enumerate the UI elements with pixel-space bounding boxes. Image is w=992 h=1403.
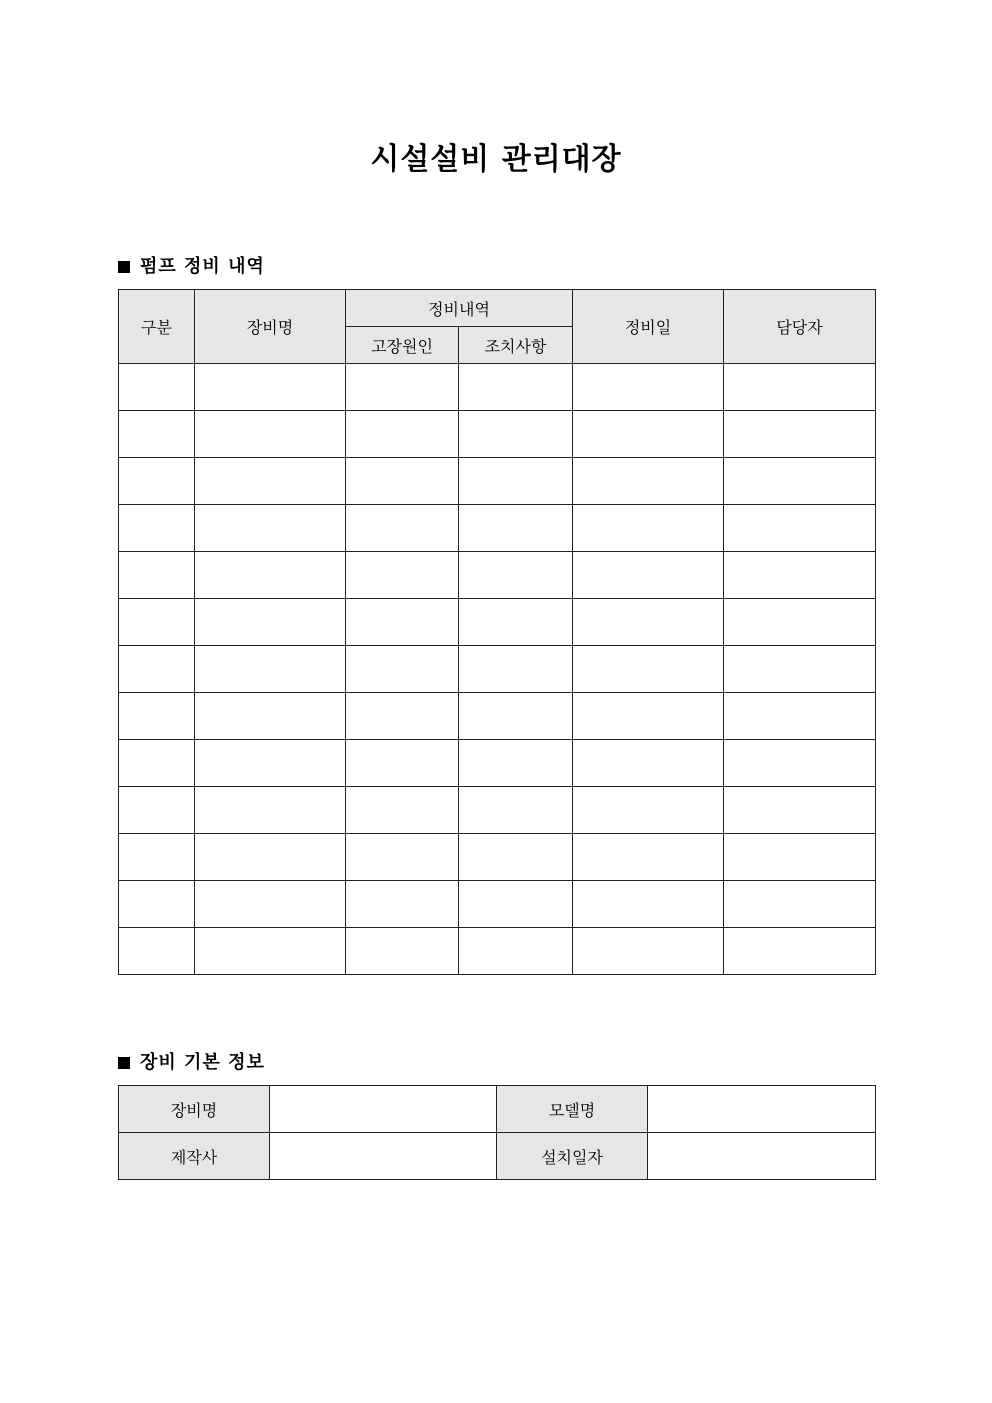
table-cell[interactable] xyxy=(119,411,195,458)
header-failure-cause: 고장원인 xyxy=(346,327,459,364)
header-maintenance-date: 정비일 xyxy=(573,290,724,364)
table-cell[interactable] xyxy=(195,740,346,787)
table-cell[interactable] xyxy=(724,599,876,646)
table-row xyxy=(119,834,876,881)
table-cell[interactable] xyxy=(346,881,459,928)
table-cell[interactable] xyxy=(573,552,724,599)
equipment-info-table xyxy=(118,1085,876,1180)
table-cell[interactable] xyxy=(459,881,573,928)
table-cell[interactable] xyxy=(346,740,459,787)
label-model-name: 모델명 xyxy=(497,1086,648,1133)
table-cell[interactable] xyxy=(724,740,876,787)
square-bullet-icon xyxy=(118,261,130,273)
value-equipment-name[interactable] xyxy=(270,1086,497,1133)
table-cell[interactable] xyxy=(119,364,195,411)
table-row xyxy=(119,599,876,646)
table-row xyxy=(119,505,876,552)
table-cell[interactable] xyxy=(195,458,346,505)
table-cell[interactable] xyxy=(119,881,195,928)
table-row xyxy=(119,693,876,740)
header-action-taken: 조치사항 xyxy=(459,327,573,364)
table-cell[interactable] xyxy=(195,693,346,740)
table-cell[interactable] xyxy=(195,881,346,928)
table-cell[interactable] xyxy=(459,505,573,552)
table-cell[interactable] xyxy=(346,693,459,740)
table-cell[interactable] xyxy=(346,646,459,693)
label-manufacturer: 제작사 xyxy=(119,1133,270,1180)
table-cell[interactable] xyxy=(573,693,724,740)
table-cell[interactable] xyxy=(119,599,195,646)
value-model-name[interactable] xyxy=(648,1086,876,1133)
table-cell[interactable] xyxy=(573,740,724,787)
table-row xyxy=(119,740,876,787)
table-cell[interactable] xyxy=(573,364,724,411)
pump-maintenance-heading-text: 펌프 정비 내역 xyxy=(140,256,265,277)
table-cell[interactable] xyxy=(346,364,459,411)
value-manufacturer[interactable] xyxy=(270,1133,497,1180)
equipment-info-heading-text: 장비 기본 정보 xyxy=(140,1052,265,1073)
table-cell[interactable] xyxy=(573,646,724,693)
header-equipment-name: 장비명 xyxy=(195,290,346,364)
table-cell[interactable] xyxy=(724,881,876,928)
table-row xyxy=(119,458,876,505)
table-cell[interactable] xyxy=(459,834,573,881)
table-cell[interactable] xyxy=(195,411,346,458)
table-row xyxy=(119,787,876,834)
table-cell[interactable] xyxy=(573,411,724,458)
table-cell[interactable] xyxy=(724,928,876,975)
table-cell[interactable] xyxy=(724,364,876,411)
table-cell[interactable] xyxy=(119,505,195,552)
table-cell[interactable] xyxy=(195,834,346,881)
equipment-info-heading xyxy=(118,1048,265,1074)
table-cell[interactable] xyxy=(459,693,573,740)
table-cell[interactable] xyxy=(573,881,724,928)
table-cell[interactable] xyxy=(724,646,876,693)
table-cell[interactable] xyxy=(459,928,573,975)
table-cell[interactable] xyxy=(459,364,573,411)
table-cell[interactable] xyxy=(346,505,459,552)
table-cell[interactable] xyxy=(195,646,346,693)
table-cell[interactable] xyxy=(195,364,346,411)
table-row xyxy=(119,364,876,411)
table-row xyxy=(119,928,876,975)
table-cell[interactable] xyxy=(195,552,346,599)
table-cell[interactable] xyxy=(119,458,195,505)
table-cell[interactable] xyxy=(573,787,724,834)
table-cell[interactable] xyxy=(459,552,573,599)
table-row xyxy=(119,881,876,928)
maintenance-log-body xyxy=(119,364,876,975)
table-cell[interactable] xyxy=(459,787,573,834)
table-cell[interactable] xyxy=(724,834,876,881)
table-cell[interactable] xyxy=(195,599,346,646)
table-cell[interactable] xyxy=(724,552,876,599)
value-install-date[interactable] xyxy=(648,1133,876,1180)
table-cell[interactable] xyxy=(459,646,573,693)
table-cell[interactable] xyxy=(573,458,724,505)
table-cell[interactable] xyxy=(724,458,876,505)
table-cell[interactable] xyxy=(573,505,724,552)
table-cell[interactable] xyxy=(346,787,459,834)
table-cell[interactable] xyxy=(346,458,459,505)
maintenance-log-table xyxy=(118,289,876,975)
table-cell[interactable] xyxy=(346,834,459,881)
table-cell[interactable] xyxy=(346,599,459,646)
table-cell[interactable] xyxy=(459,740,573,787)
table-cell[interactable] xyxy=(119,552,195,599)
table-cell[interactable] xyxy=(195,505,346,552)
table-cell[interactable] xyxy=(459,599,573,646)
table-cell[interactable] xyxy=(724,411,876,458)
header-category: 구분 xyxy=(119,290,195,364)
square-bullet-icon xyxy=(118,1057,130,1069)
table-cell[interactable] xyxy=(195,928,346,975)
table-cell[interactable] xyxy=(119,834,195,881)
table-cell[interactable] xyxy=(119,693,195,740)
table-cell[interactable] xyxy=(724,505,876,552)
table-row xyxy=(119,411,876,458)
table-cell[interactable] xyxy=(195,787,346,834)
table-cell[interactable] xyxy=(573,928,724,975)
table-cell[interactable] xyxy=(346,552,459,599)
table-cell[interactable] xyxy=(724,787,876,834)
table-cell[interactable] xyxy=(119,928,195,975)
header-maintenance-details: 정비내역 xyxy=(346,290,573,327)
table-row xyxy=(119,552,876,599)
table-cell[interactable] xyxy=(119,787,195,834)
table-cell[interactable] xyxy=(346,411,459,458)
table-cell[interactable] xyxy=(119,740,195,787)
table-cell[interactable] xyxy=(459,411,573,458)
table-cell[interactable] xyxy=(346,928,459,975)
label-install-date: 설치일자 xyxy=(497,1133,648,1180)
document-title: 시설설비 관리대장 xyxy=(370,142,622,177)
label-equipment-name: 장비명 xyxy=(119,1086,270,1133)
table-row xyxy=(119,646,876,693)
table-cell[interactable] xyxy=(573,834,724,881)
table-cell[interactable] xyxy=(724,693,876,740)
table-cell[interactable] xyxy=(573,599,724,646)
table-cell[interactable] xyxy=(459,458,573,505)
header-manager: 담당자 xyxy=(724,290,876,364)
pump-maintenance-heading xyxy=(118,252,265,278)
table-cell[interactable] xyxy=(119,646,195,693)
